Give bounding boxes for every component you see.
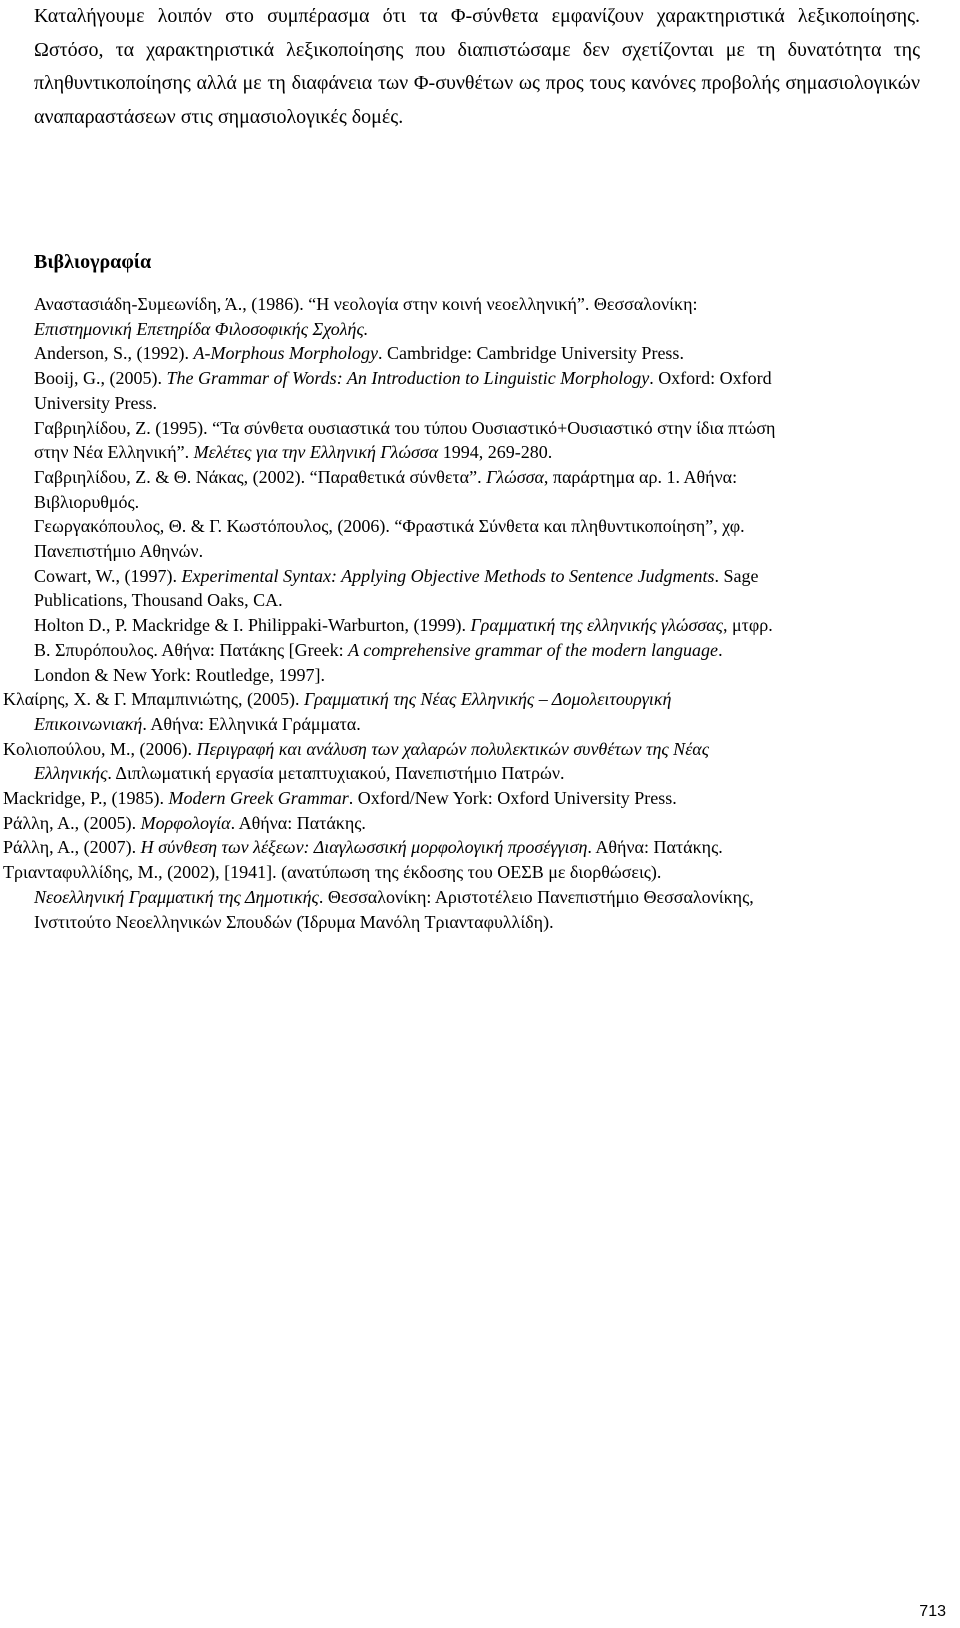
reference-item: Κλαίρης, Χ. & Γ. Μπαμπινιώτης, (2005). Γραμματική της Νέας Ελληνικής – Δομολειτουργική Επικοινωνιακή. Αθήνα: Ελληνικά Γράμματα. (3, 689, 672, 734)
reference-list (0, 292, 960, 934)
reference-item: Mackridge, P., (1985). Modern Greek Grammar. Oxford/New York: Oxford University Press. (3, 788, 677, 809)
reference-item: Booij, G., (2005). The Grammar of Words: An Introduction to Linguistic Morphology. Oxford: Oxford University Press. (34, 368, 772, 413)
reference-item: Anderson, S., (1992). A-Morphous Morphology. Cambridge: Cambridge University Press. (34, 343, 684, 364)
reference-item: Αναστασιάδη-Συμεωνίδη, Ά., (1986). “Η νεολογία στην κοινή νεοελληνική”. Θεσσαλονίκη: Επιστημονική Επετηρίδα Φιλοσοφικής Σχολής. (34, 294, 698, 339)
reference-item: Γαβριηλίδου, Ζ. (1995). “Τα σύνθετα ουσιαστικά του τύπου Ουσιαστικό+Ουσιαστικό στην ίδια πτώση στην Νέα Ελληνική”. Μελέτες για την Ελληνική Γλώσσα 1994, 269-280. (34, 417, 776, 463)
intro-paragraph: Καταλήγουμε λοιπόν στο συμπέρασμα ότι τα Φ-σύνθετα εμφανίζουν χαρακτηριστικά λεξικοποίησης. Ωστόσο, τα χαρακτηριστικά λεξικοποίησης που διαπιστώσαμε δεν σχετίζονται με τη δυνατότητα της πληθυντικοποίησης αλλά με τη διαφάνεια των Φ-συνθέτων ως προς τους κανόνες προβολής σημασιολογικών αναπαραστάσεων στις σημασιολογικές δομές. (34, 5, 920, 128)
reference-item: Γαβριηλίδου, Ζ. & Θ. Νάκας, (2002). “Παραθετικά σύνθετα”. Γλώσσα, παράρτημα αρ. 1. Αθήνα: Βιβλιορυθμός. (34, 466, 738, 512)
reference-item: Holton D., P. Mackridge & I. Philippaki-Warburton, (1999). Γραμματική της ελληνικής γλώσσας, μτφρ. Β. Σπυρόπουλος. Αθήνα: Πατάκης [Greek: A comprehensive grammar of the modern language. London & New York: Routledge, 1997]. (34, 615, 773, 685)
reference-item: Τριανταφυλλίδης, Μ., (2002), [1941]. (ανατύπωση της έκδοσης του ΟΕΣΒ με διορθώσεις). Νεοελληνική Γραμματική της Δημοτικής. Θεσσαλονίκη: Αριστοτέλειο Πανεπιστήμιο Θεσσαλονίκης, Ινστιτούτο Νεοελληνικών Σπουδών (Ίδρυμα Μανόλη Τριανταφυλλίδη). (3, 862, 754, 932)
reference-item: Κολιοπούλου, Μ., (2006). Περιγραφή και ανάλυση των χαλαρών πολυλεκτικών συνθέτων της Νέας Ελληνικής. Διπλωματική εργασία μεταπτυχιακού, Πανεπιστήμιο Πατρών. (3, 738, 710, 784)
reference-item: Ράλλη, Α., (2005). Μορφολογία. Αθήνα: Πατάκης. (3, 812, 366, 833)
reference-item: Γεωργακόπουλος, Θ. & Γ. Κωστόπουλος, (2006). “Φραστικά Σύνθετα και πληθυντικοποίηση”, χφ. Πανεπιστήμιο Αθηνών. (34, 516, 745, 562)
bibliography-heading: Βιβλιογραφία (34, 251, 152, 273)
reference-item: Cowart, W., (1997). Experimental Syntax: Applying Objective Methods to Sentence Judgments. Sage Publications, Thousand Oaks, CA. (34, 565, 759, 611)
page-number: 713 (919, 1603, 946, 1620)
reference-item: Ράλλη, Α., (2007). Η σύνθεση των λέξεων: Διαγλωσσική μορφολογική προσέγγιση. Αθήνα: Πατάκης. (3, 837, 723, 858)
